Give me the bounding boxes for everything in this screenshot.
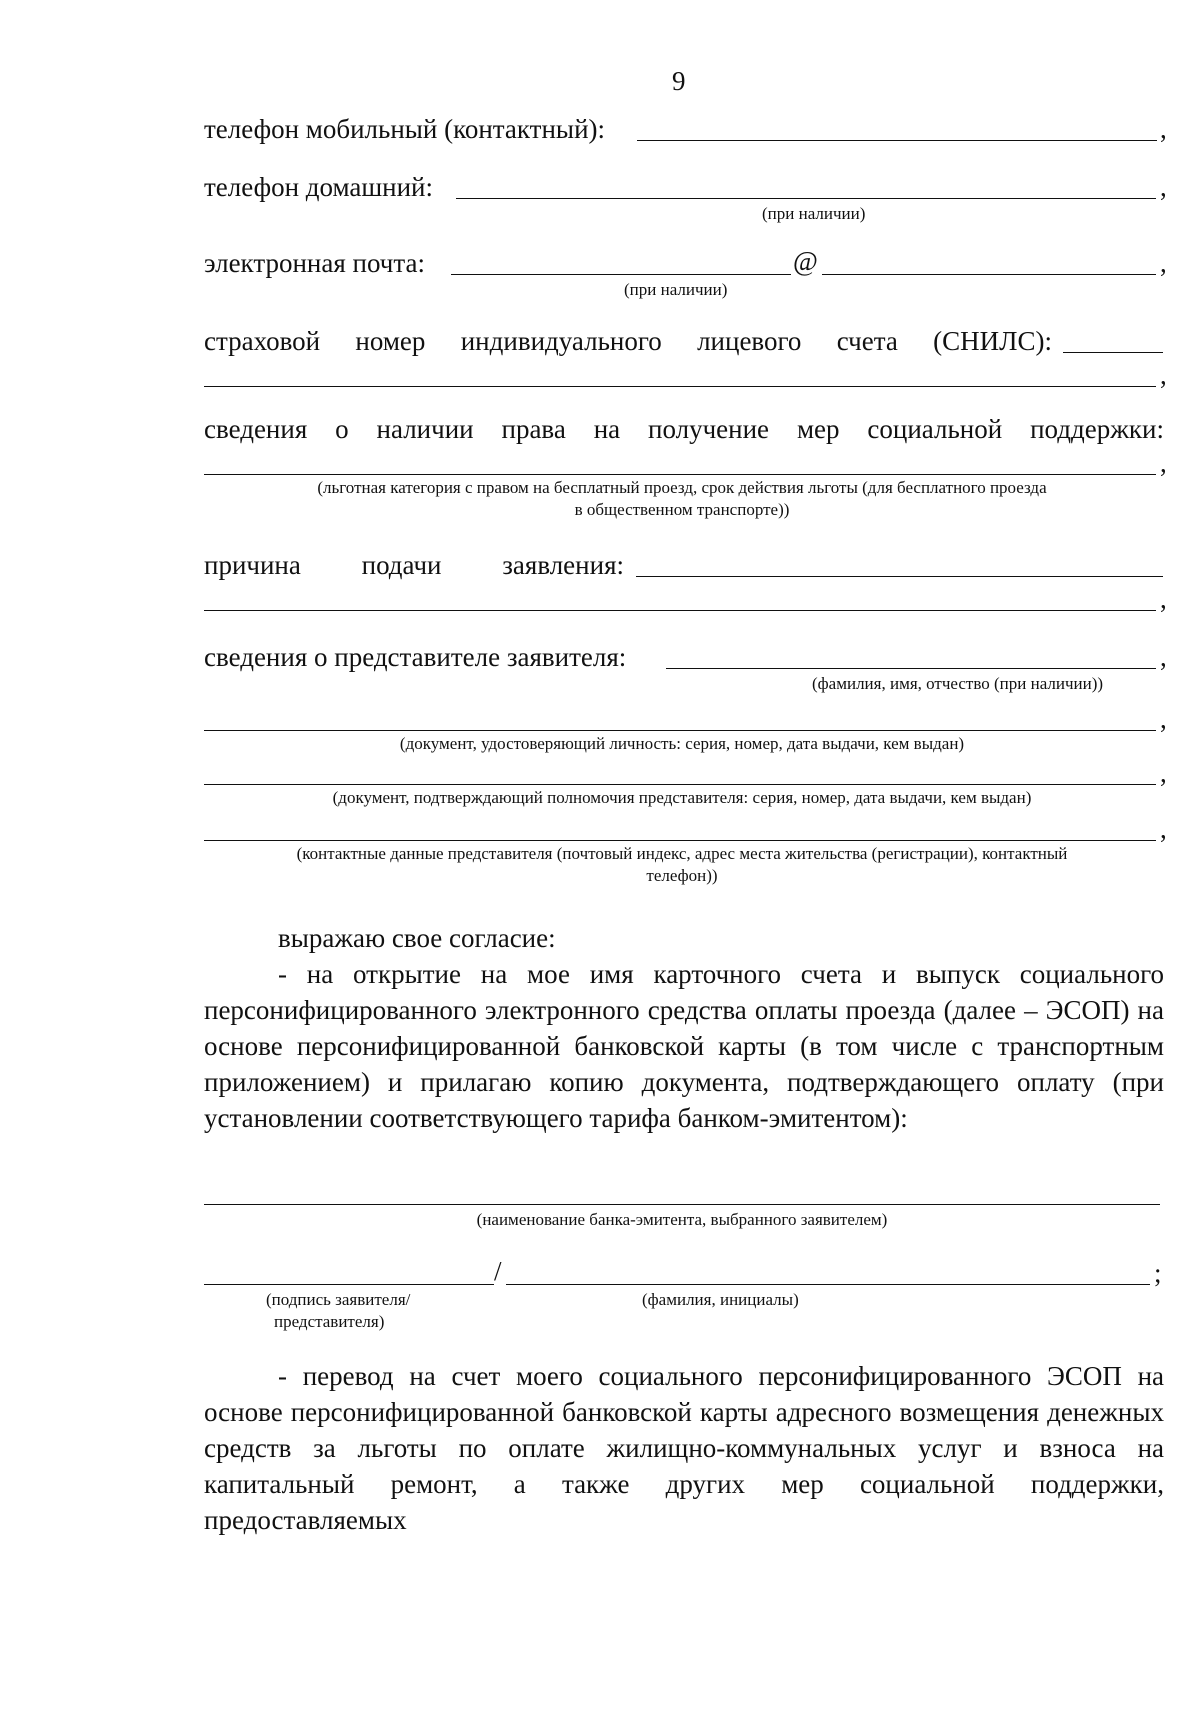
- benefits-label: [204, 414, 1164, 445]
- surname-initials-field[interactable]: [506, 1284, 1150, 1285]
- comma: ,: [1160, 642, 1167, 672]
- word: социальной: [867, 414, 1003, 444]
- mobile-phone-label: телефон мобильный (контактный):: [204, 114, 606, 144]
- home-phone-field[interactable]: [456, 198, 1156, 199]
- comma: ,: [1160, 172, 1167, 202]
- word: о: [335, 414, 349, 444]
- comma: ,: [1160, 584, 1167, 614]
- reason-label: [204, 550, 624, 581]
- word: заявления:: [502, 550, 624, 580]
- surname-initials-note: (фамилия, инициалы): [642, 1290, 799, 1309]
- representative-id-note: (документ, удостоверяющий личность: серия, номер, дата выдачи, кем выдан): [399, 734, 965, 753]
- comma: ,: [1160, 814, 1167, 844]
- word: права: [501, 414, 566, 444]
- representative-contact-note-line1: (контактные данные представителя (почтовый индекс, адрес места жительства (регистрации), контактный: [296, 844, 1068, 863]
- email-at-sign: @: [793, 246, 818, 276]
- comma: ,: [1160, 114, 1167, 144]
- representative-id-field[interactable]: [204, 730, 1156, 731]
- representative-contact-field[interactable]: [204, 840, 1156, 841]
- comma: ,: [1160, 248, 1167, 278]
- word: индивидуального: [460, 326, 662, 356]
- comma: ,: [1160, 704, 1167, 734]
- signature-note-line1: (подпись заявителя/: [266, 1290, 411, 1309]
- snils-field[interactable]: [204, 386, 1156, 387]
- word: лицевого: [697, 326, 802, 356]
- word: сведения: [204, 414, 308, 444]
- word: на: [593, 414, 621, 444]
- representative-label: сведения о представителе заявителя:: [204, 642, 627, 672]
- benefits-field[interactable]: [204, 474, 1156, 475]
- word: счета: [836, 326, 898, 356]
- benefits-note-line2: в общественном транспорте)): [574, 500, 790, 519]
- email-user-field[interactable]: [451, 274, 791, 275]
- slash: /: [494, 1256, 502, 1286]
- consent-item-2: - перевод на счет моего социального персонифицированного ЭСОП на основе персонифицированной банковской карты адресного возмещения денежных средств за льготы по оплате жилищно-коммунальных услуг и взноса на капитальный ремонт, а также других мер социальной поддержки, предоставляемых: [204, 1361, 1164, 1535]
- reason-field[interactable]: [204, 610, 1156, 611]
- snils-label: [204, 326, 1052, 357]
- snils-field-start[interactable]: [1063, 352, 1163, 353]
- signature-note-line2: представителя): [274, 1312, 385, 1331]
- bank-name-note: (наименование банка-эмитента, выбранного заявителем): [476, 1210, 888, 1229]
- comma: ,: [1160, 360, 1167, 390]
- representative-power-note: (документ, подтверждающий полномочия представителя: серия, номер, дата выдачи, кем выдан): [332, 788, 1032, 807]
- comma: ,: [1160, 448, 1167, 478]
- consent-block: [204, 920, 1164, 1136]
- signature-field[interactable]: [204, 1284, 494, 1285]
- word: причина: [204, 550, 301, 580]
- representative-name-field[interactable]: [666, 668, 1156, 669]
- consent-intro: выражаю свое согласие:: [278, 923, 556, 953]
- bank-name-field[interactable]: [204, 1204, 1160, 1205]
- word: номер: [355, 326, 426, 356]
- word: мер: [796, 414, 840, 444]
- comma: ,: [1160, 758, 1167, 788]
- semicolon: ;: [1154, 1258, 1162, 1288]
- home-phone-note: (при наличии): [762, 204, 866, 223]
- word: наличии: [376, 414, 474, 444]
- email-domain-field[interactable]: [822, 274, 1156, 275]
- reason-field-start[interactable]: [636, 576, 1163, 577]
- home-phone-label: телефон домашний:: [204, 172, 434, 202]
- word: подачи: [361, 550, 442, 580]
- representative-name-note: (фамилия, имя, отчество (при наличии)): [812, 674, 1104, 693]
- benefits-note-line1: (льготная категория с правом на бесплатный проезд, срок действия льготы (для бесплатного проезда: [317, 478, 1047, 497]
- word: получение: [648, 414, 770, 444]
- word: (СНИЛС):: [933, 326, 1052, 356]
- representative-contact-note-line2: телефон)): [646, 866, 718, 885]
- representative-power-field[interactable]: [204, 784, 1156, 785]
- mobile-phone-field[interactable]: [637, 140, 1157, 141]
- email-note: (при наличии): [624, 280, 728, 299]
- word: страховой: [204, 326, 321, 356]
- word: поддержки:: [1030, 414, 1164, 444]
- page-number: 9: [672, 66, 686, 96]
- consent-item-1: - на открытие на мое имя карточного счета и выпуск социального персонифицированного электронного средства оплаты проезда (далее – ЭСОП) на основе персонифицированной банковской карты (в том числе с транспортным приложением) и прилагаю копию документа, подтверждающего оплату (при установлении соответствующего тарифа банком-эмитентом):: [204, 959, 1164, 1133]
- email-label: электронная почта:: [204, 248, 425, 278]
- consent-block-2: [204, 1358, 1164, 1538]
